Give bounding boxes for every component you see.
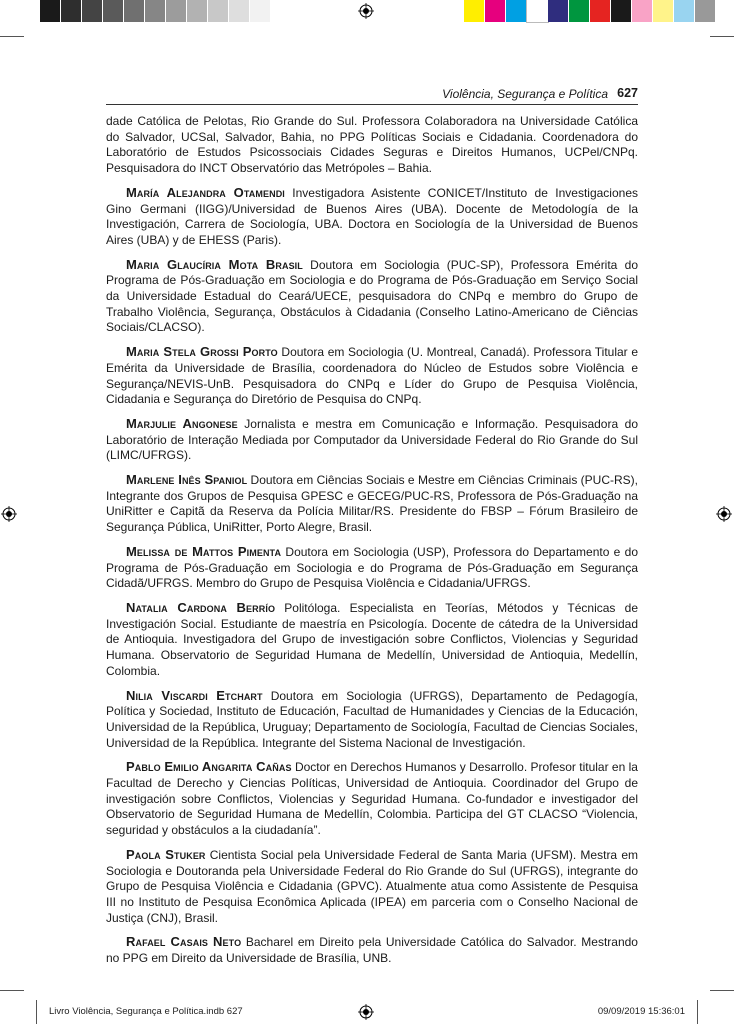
contributor-bio: Investigadora Asistente CONICET/Instituto de Investigaciones Gino Germani (IIGG)/Universidad de Buenos Aires (UBA). Docente de Metodología de la Investigación, Carrera de Sociología, UBA. Doctora en Sociología de la Universidad de Buenos Aires (UBA) y de EHESS (Paris). (106, 185, 638, 247)
contributor-name: Nilia Viscardi Etchart (126, 687, 263, 703)
color-swatch (527, 0, 548, 22)
bio-paragraph (106, 472, 638, 536)
contributor-name: Rafael Casais Neto (126, 934, 242, 950)
contributor-bio: Doutora em Sociologia (PUC-SP), Professora Emérita do Programa de Pós-Graduação em Sociologia e do Programa de Pós-Graduação em Serviço Social da Universidade Estadual do Ceará/UECE, pesquisadora do CNPq e membro do Grupo de Trabalho Violência, Segurança, Obstáculos à Cidadania (Conselho Latino-Americano de Ciências Sociais/CLACSO). (106, 257, 638, 335)
color-swatch (548, 0, 569, 22)
contributor-name: Marlene Inês Spaniol (126, 472, 248, 488)
contributor-bio: Doutora em Ciências Sociais e Mestre em Ciências Criminais (PUC-RS), Integrante dos Grupos de Pesquisa GPESC e GECEG/PUC-RS, Professora de Pós-Graduação na UniRitter e Capitã da Reserva da Polícia Militar/RS. Presidente do FBSP – Fórum Brasileiro de Segurança Pública, UniRitter, Porto Alegre, Brasil. (106, 473, 638, 535)
color-swatch (145, 0, 166, 22)
bio-paragraph (106, 759, 638, 839)
color-swatch (187, 0, 208, 22)
bio-list (106, 185, 638, 967)
contributor-name: Pablo Emilio Angarita Cañas (126, 759, 292, 775)
crop-mark (0, 36, 24, 37)
bio-paragraph (106, 688, 638, 752)
contributor-bio: Bacharel em Direito pela Universidade Católica do Salvador. Mestrando no PPG em Direito da Universidade de Brasília, UNB. (106, 935, 638, 966)
process-color-bar (464, 0, 716, 22)
color-swatch (695, 0, 716, 22)
bio-paragraph (106, 934, 638, 966)
color-swatch (40, 0, 61, 22)
bio-paragraph (106, 416, 638, 464)
contributor-name: María Alejandra Otamendi (126, 184, 285, 200)
crop-mark (697, 1000, 698, 1024)
registration-mark-left-icon (1, 506, 17, 522)
bio-paragraph (106, 257, 638, 337)
contributor-name: Natalia Cardona Berrío (126, 599, 276, 615)
running-head (106, 86, 638, 105)
intro-paragraph: dade Católica de Pelotas, Rio Grande do Sul. Professora Colaboradora na Universidade Católica do Salvador, UCSal, Salvador, Bahia, no PPG Políticas Sociais e Cidadania. Coordenadora do Laboratório de Estudos Psicossociais Cidades Seguras e Direitos Humanos, UCPel/CNPq. Pesquisadora do INCT Observatório das Metrópoles – Bahia. (106, 114, 638, 176)
contributor-bio: Cientista Social pela Universidade Federal de Santa Maria (UFSM). Mestra em Sociologia e Doutoranda pela Universidade Federal do Rio Grande do Sul (UFRGS), integrante do Grupo de Pesquisa Violência e Cidadania (GPVC). Atualmente atua como Assistente de Pesquisa III no Instituto de Pesquisa Econômica Aplicada (IPEA) em parceria com o Conselho Nacional de Justiça (CNJ), Brasil. (106, 847, 638, 925)
grayscale-color-bar (40, 0, 271, 22)
color-swatch (611, 0, 632, 22)
color-swatch (485, 0, 506, 22)
color-swatch (250, 0, 271, 22)
contributor-bio: Doutora em Sociologia (UFRGS), Departamento de Pedagogía, Política y Sociedad, Instituto de Educación, Facultad de Humanidades y Ciencias de la Educación, Universidad de la República, Uruguay; Departamento de Sociología, Facultad de Ciencias Sociales, Universidad de la República. Integrante del Sistema Nacional de Investigación. (106, 688, 638, 750)
registration-mark-bottom-icon (358, 1004, 374, 1020)
contributor-name: Maria Glaucíria Mota Brasil (126, 256, 303, 272)
crop-mark (0, 990, 24, 991)
color-swatch (590, 0, 611, 22)
contributor-name: Melissa de Mattos Pimenta (126, 543, 282, 559)
slug-file: Livro Violência, Segurança e Política.indb 627 (49, 1006, 243, 1017)
bio-paragraph (106, 600, 638, 680)
slug-timestamp: 09/09/2019 15:36:01 (597, 1006, 685, 1017)
contributor-name: Marjulie Angonese (126, 415, 238, 431)
contributor-bio: Doctor en Derechos Humanos y Desarrollo. Profesor titular en la Facultad de Derecho y Ciencias Políticas, Universidad de Antioquia. Coordinador del Grupo de investigación sobre Conflictos, Violencias y Seguridad Humana. Co-fundador e investigador del Observatorio de Seguridad Humana de Medellín, Colombia. Participa del GT CLACSO “Violencia, seguridad y obstáculos a la ciudadanía”. (106, 760, 638, 838)
contributor-bio: Doutora em Sociologia (U. Montreal, Canadá). Professora Titular e Emérita da Universidade de Brasília, coordenadora do Núcleo de Estudos sobre Violência e Segurança/NEVIS-UnB. Pesquisadora do CNPq e Líder do Grupo de Pesquisa Violência, Cidadania e Segurança do Diretório de Pesquisa do CNPq. (106, 345, 638, 407)
color-swatch (229, 0, 250, 22)
color-swatch (506, 0, 527, 22)
color-swatch (569, 0, 590, 22)
bio-paragraph (106, 344, 638, 408)
contributor-bio: Politóloga. Especialista en Teorías, Métodos y Técnicas de Investigación Social. Estudiante de maestría en Psicología. Docente de cátedra de la Universidad de Antioquia. Investigadora del Grupo de investigación sobre Conflictos, Violencias y Seguridad Humana. Observatorio de Seguridad Humana de Medellín, Universidad de Antioquia, Medellín, Colombia. (106, 600, 638, 678)
crop-mark (710, 36, 734, 37)
page-number: 627 (617, 86, 638, 100)
crop-mark (710, 990, 734, 991)
contributor-bio: Doutora em Sociologia (USP), Professora do Departamento e do Programa de Pós-Graduação em Sociologia e do Programa de Pós-Graduação em Segurança Cidadã/UFRGS. Membro do Grupo de Pesquisa Violência e Cidadania/UFRGS. (106, 544, 639, 591)
registration-mark-right-icon (716, 506, 732, 522)
bio-paragraph (106, 847, 638, 927)
running-head-title: Violência, Segurança e Política (442, 87, 608, 101)
color-swatch (82, 0, 103, 22)
color-swatch (124, 0, 145, 22)
bio-paragraph (106, 185, 638, 249)
contributor-name: Paola Stuker (126, 846, 206, 862)
contributor-bio: Jornalista e mestra em Comunicação e Informação. Pesquisadora do Laboratório de Interação Mediada por Computador da Universidade Federal do Rio Grande do Sul (LIMC/UFRGS). (106, 416, 639, 463)
registration-mark-top-icon (358, 3, 374, 19)
color-swatch (632, 0, 653, 22)
contributors-text (106, 114, 638, 975)
color-swatch (208, 0, 229, 22)
color-swatch (653, 0, 674, 22)
color-swatch (674, 0, 695, 22)
color-swatch (103, 0, 124, 22)
color-swatch (166, 0, 187, 22)
bio-paragraph (106, 544, 638, 592)
contributor-name: Maria Stela Grossi Porto (126, 344, 278, 360)
color-swatch (61, 0, 82, 22)
color-swatch (464, 0, 485, 22)
crop-mark (36, 1000, 37, 1024)
